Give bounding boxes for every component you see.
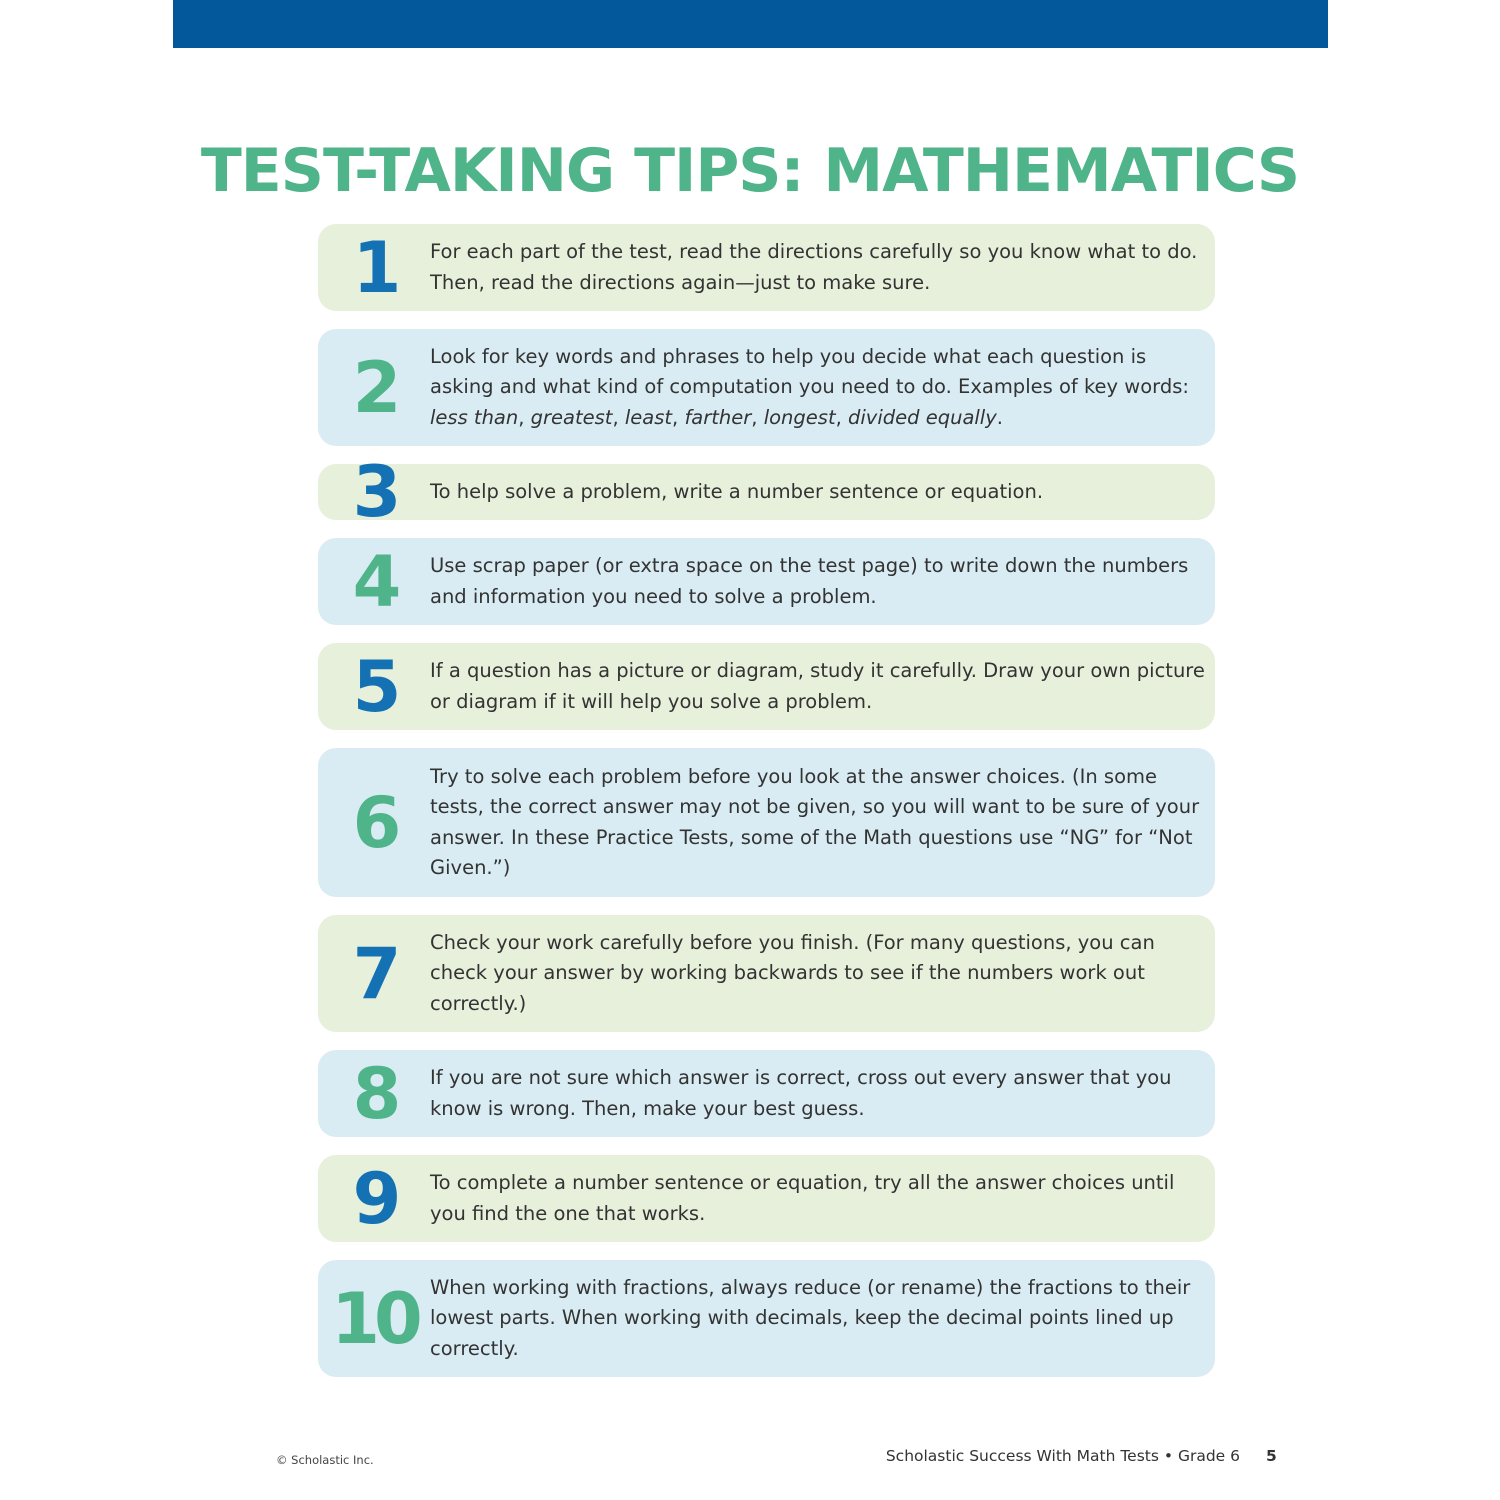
tip-text <box>430 1273 1205 1365</box>
tip-card <box>318 1050 1215 1137</box>
tip-text-body: If you are not sure which answer is correct, cross out every answer that you know is wrong. Then, make your best guess. <box>430 1066 1172 1120</box>
key-word: divided equally <box>848 405 997 429</box>
tip-text-container <box>430 464 1205 520</box>
tip-text-body: Look for key words and phrases to help you decide what each question is asking and what kind of computation you need to do. Examples of key words: <box>430 344 1189 399</box>
tip-text <box>430 477 1043 508</box>
tip-text-container <box>430 224 1205 311</box>
page-number: 5 <box>1266 1447 1277 1465</box>
key-word: farther <box>684 405 752 429</box>
key-word: less than <box>430 405 519 429</box>
tip-number: 7 <box>352 932 396 1015</box>
tip-card <box>318 1155 1215 1242</box>
tip-text-container <box>430 1050 1205 1137</box>
tip-card <box>318 451 1215 533</box>
tip-list <box>318 224 1215 1377</box>
tip-text-body: Check your work carefully before you finish. (For many questions, you can check your answer by working backwards to see if the numbers work out correctly.) <box>430 930 1155 1015</box>
tip-card <box>318 224 1215 311</box>
tip-number: 6 <box>352 781 396 864</box>
tip-text: Look for key words and phrases to help you decide what each question is asking and what kind of computation you need to do. Examples of key words: less than, greatest, least, farther, longest, divided equally. <box>430 344 1189 429</box>
tip-text-container <box>430 538 1205 625</box>
key-word: longest <box>763 405 836 429</box>
tip-text-container <box>430 1260 1205 1377</box>
tip-text <box>430 1063 1205 1124</box>
tip-text-container <box>430 915 1205 1032</box>
tip-text-container <box>430 1155 1205 1242</box>
tip-text <box>430 762 1205 884</box>
page-title: TEST-TAKING TIPS: MATHEMATICS <box>200 136 1300 206</box>
tip-number: 9 <box>352 1157 396 1240</box>
tip-text <box>430 928 1205 1020</box>
tip-text <box>430 237 1205 298</box>
tip-card <box>318 329 1215 446</box>
tip-number: 1 <box>352 226 396 309</box>
tip-text <box>430 656 1205 717</box>
tip-card <box>318 915 1215 1032</box>
tip-text-container <box>430 329 1205 446</box>
tip-number: 8 <box>352 1052 396 1135</box>
tip-text-body: If a question has a picture or diagram, study it carefully. Draw your own picture or diagram if it will help you solve a problem. <box>430 659 1205 713</box>
tip-text-container <box>430 643 1205 730</box>
tip-number: 10 <box>331 1277 417 1360</box>
tip-text-container <box>430 748 1205 897</box>
tip-text-body: Try to solve each problem before you look at the answer choices. (In some tests, the correct answer may not be given, so you will want to be sure of your answer. In these Practice Tests, some of the Math questions use “NG” for “Not Given.”) <box>430 764 1200 879</box>
tip-number: 4 <box>352 540 396 623</box>
tip-number: 2 <box>352 346 396 429</box>
tip-text <box>430 1168 1205 1229</box>
tip-text <box>430 551 1205 612</box>
key-word: least <box>624 405 673 429</box>
key-word: greatest <box>530 405 613 429</box>
tip-number: 5 <box>352 645 396 728</box>
book-title-footer: Scholastic Success With Math Tests • Grade 6 <box>885 1447 1240 1465</box>
tip-text-body: To help solve a problem, write a number sentence or equation. <box>430 479 1044 503</box>
tip-text-body: When working with fractions, always reduce (or rename) the fractions to their lowest parts. When working with decimals, keep the decimal points lined up correctly. <box>430 1275 1191 1360</box>
tip-number: 3 <box>352 451 396 533</box>
tip-text-body: Use scrap paper (or extra space on the test page) to write down the numbers and information you need to solve a problem. <box>430 554 1189 608</box>
tip-card <box>318 748 1215 897</box>
copyright-notice: © Scholastic Inc. <box>276 1453 374 1467</box>
tip-text-body: To complete a number sentence or equation, try all the answer choices until you find the one that works. <box>430 1171 1175 1225</box>
tip-card <box>318 538 1215 625</box>
top-band <box>173 0 1328 48</box>
tip-card <box>318 643 1215 730</box>
tip-card <box>318 1260 1215 1377</box>
tip-text-body: For each part of the test, read the directions carefully so you know what to do. Then, read the directions again—just to make sure. <box>430 240 1198 294</box>
